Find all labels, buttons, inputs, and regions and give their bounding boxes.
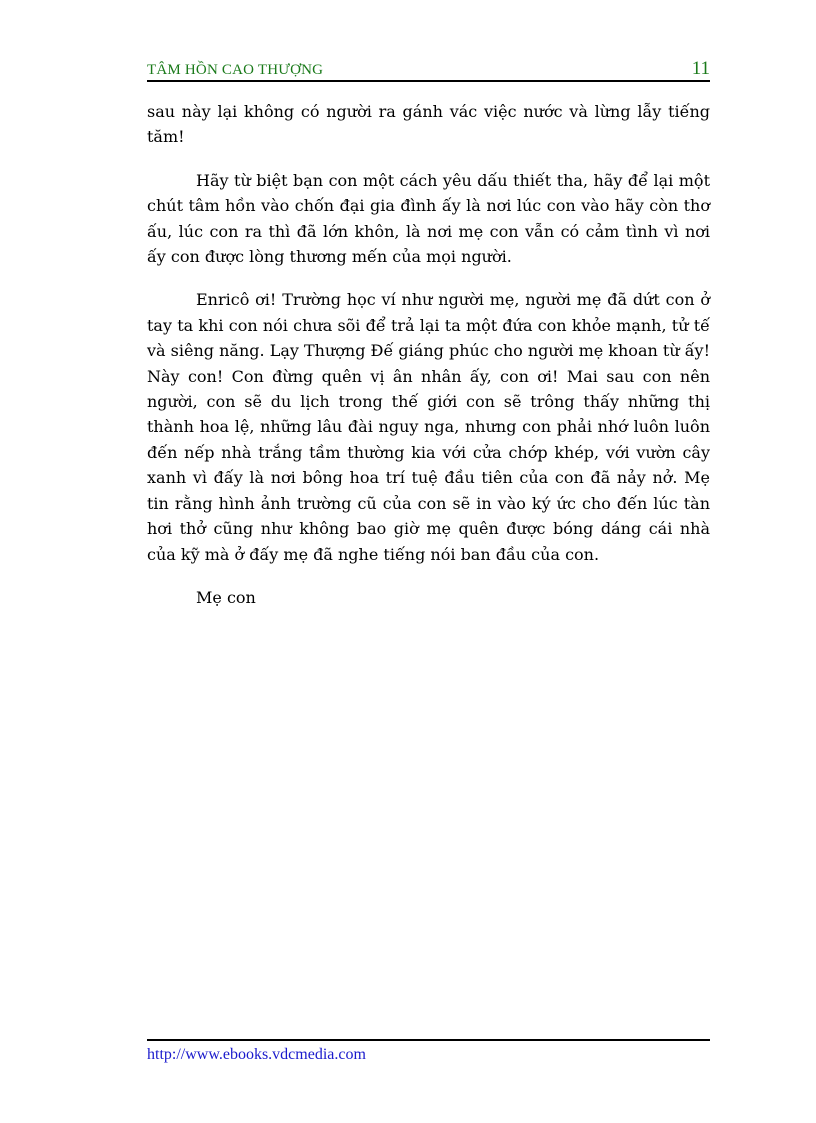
paragraph-farewell: Hãy từ biệt bạn con một cách yêu dấu thiết tha, hãy để lại một chút tâm hồn vào chốn đại gia đình ấy là nơi lúc con vào hãy còn thơ ấu, lúc con ra thì đã lớn khôn, là nơi mẹ con vẫn có cảm tình vì nơi ấy con được lòng thương mến của mọi người. [147,170,710,267]
header-title: TÂM HỒN CAO THƯỢNG [147,62,324,78]
paragraph-enrico: Enricô ơi! Trường học ví như người mẹ, người mẹ đã dứt con ở tay ta khi con nói chưa sõi để trả lại ta một đứa con khỏe mạnh, tử tế và siêng năng. Lạy Thượng Đế giáng phúc cho người mẹ khoan từ ấy! Này con! Con đừng quên vị ân nhân ấy, con ơi! Mai sau con nên người, con sẽ du lịch trong thế giới con sẽ trông thấy những thị thành hoa lệ, những lâu đài nguy nga, nhưng con phải nhớ luôn luôn đến nếp nhà trắng tầm thường kia với cửa chớp khép, với vườn cây xanh vì đấy là nơi bông hoa trí tuệ đầu tiên của con đã nảy nở. Mẹ tin rằng hình ảnh trường cũ của con sẽ in vào ký ức cho đến lúc tàn hơi thở cũng như không bao giờ mẹ quên được bóng dáng cái nhà của kỹ mà ở đấy mẹ đã nghe tiếng nói ban đầu của con. [147,290,710,564]
footer-link[interactable]: http://www.ebooks.vdcmedia.com [147,1046,366,1063]
page-number: 11 [691,58,710,79]
paragraph-continuation: sau này lại không có người ra gánh vác việc nước và lừng lẫy tiếng tăm! [147,102,710,147]
signature: Mẹ con [196,587,256,607]
page-footer [147,1039,710,1063]
page-header [147,58,710,82]
page-body [147,99,710,610]
